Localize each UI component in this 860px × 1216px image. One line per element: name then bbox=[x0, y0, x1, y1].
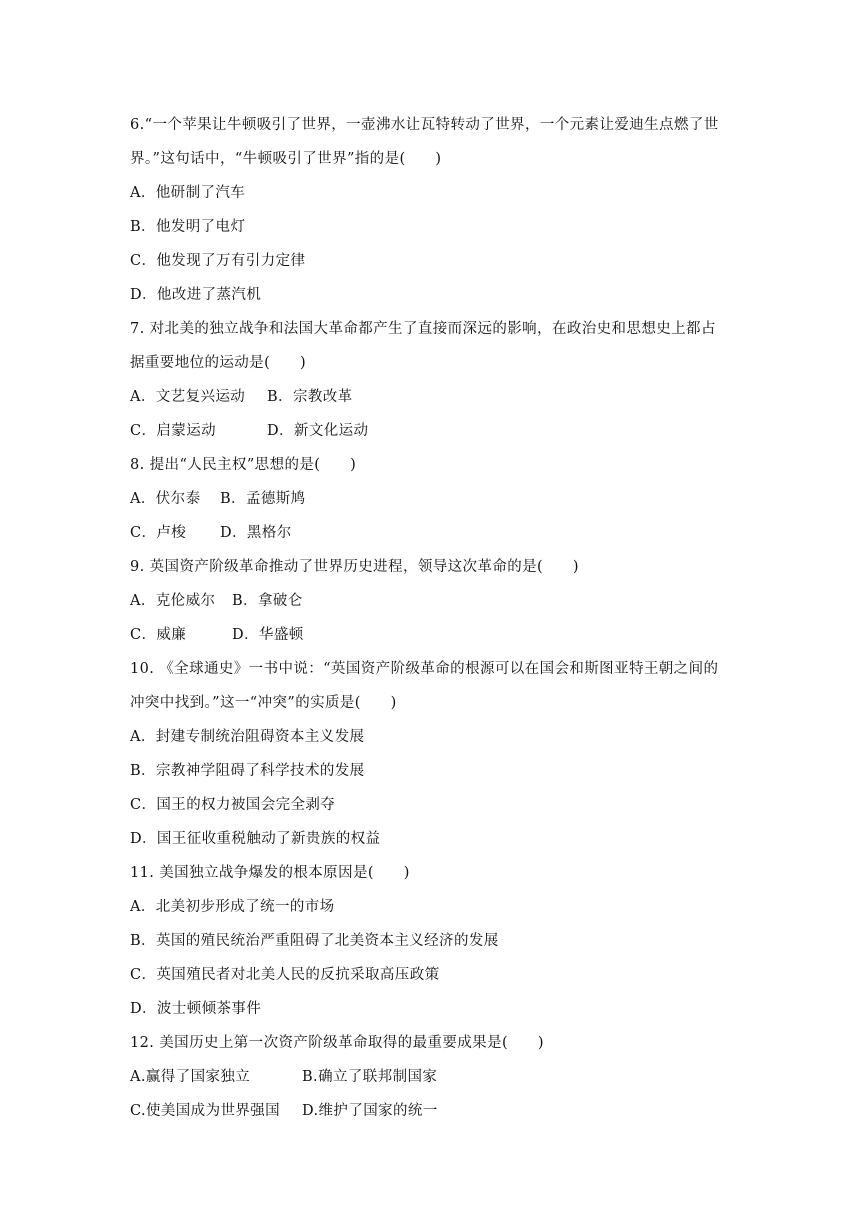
question-stem-line: 10. 《全球通史》一书中说：“英国资产阶级革命的根源可以在国会和斯图亚特王朝之间的 bbox=[130, 661, 719, 677]
option-c: C．威廉 bbox=[130, 627, 187, 643]
option-b: B．他发明了电灯 bbox=[130, 219, 246, 235]
question-stem-line: 冲突中找到。”这一“冲突”的实质是( ) bbox=[130, 695, 397, 711]
option-c: C．启蒙运动 bbox=[130, 423, 216, 439]
option-row bbox=[130, 1060, 735, 1094]
option-row bbox=[130, 380, 735, 414]
option-row bbox=[130, 584, 735, 618]
option-b: B．英国的殖民统治严重阻碍了北美资本主义经济的发展 bbox=[130, 933, 499, 949]
question-11 bbox=[130, 856, 735, 1026]
option-b: B．宗教改革 bbox=[267, 389, 353, 405]
question-6 bbox=[130, 108, 735, 312]
option-row bbox=[130, 482, 735, 516]
option-row bbox=[130, 516, 735, 550]
option-b: B．孟德斯鸠 bbox=[220, 491, 306, 507]
option-a: A．封建专制统治阻碍资本主义发展 bbox=[130, 729, 365, 745]
option-d: D．华盛顿 bbox=[232, 627, 304, 643]
question-10 bbox=[130, 652, 735, 856]
question-list bbox=[130, 108, 735, 1128]
option-a: A．文艺复兴运动 bbox=[130, 389, 246, 405]
option-b: B．宗教神学阻碍了科学技术的发展 bbox=[130, 763, 365, 779]
option-a: A．克伦威尔 bbox=[130, 593, 216, 609]
question-stem-line: 11. 美国独立战争爆发的根本原因是( ) bbox=[130, 865, 410, 881]
option-b: B．拿破仑 bbox=[232, 593, 303, 609]
option-d: D．黑格尔 bbox=[220, 525, 292, 541]
question-7 bbox=[130, 312, 735, 448]
option-c: C．国王的权力被国会完全剥夺 bbox=[130, 797, 336, 813]
option-row bbox=[130, 1094, 735, 1128]
option-row bbox=[130, 414, 735, 448]
option-a: A．他研制了汽车 bbox=[130, 185, 246, 201]
question-9 bbox=[130, 550, 735, 652]
option-c: C.使美国成为世界强国 bbox=[130, 1103, 281, 1119]
option-d: D.维护了国家的统一 bbox=[302, 1103, 438, 1119]
option-b: B.确立了联邦制国家 bbox=[302, 1069, 438, 1085]
option-c: C．卢梭 bbox=[130, 525, 187, 541]
option-c: C．他发现了万有引力定律 bbox=[130, 253, 306, 269]
question-stem-line: 6.“一个苹果让牛顿吸引了世界，一壶沸水让瓦特转动了世界，一个元素让爱迪生点燃了世 bbox=[130, 117, 719, 133]
question-stem-line: 9. 英国资产阶级革命推动了世界历史进程，领导这次革命的是( ) bbox=[130, 559, 579, 575]
option-d: D．他改进了蒸汽机 bbox=[130, 287, 262, 303]
option-a: A.赢得了国家独立 bbox=[130, 1069, 251, 1085]
question-12 bbox=[130, 1026, 735, 1128]
question-stem-line: 界。”这句话中，“牛顿吸引了世界”指的是( ) bbox=[130, 151, 442, 167]
option-d: D．新文化运动 bbox=[267, 423, 369, 439]
option-row bbox=[130, 618, 735, 652]
question-stem-line: 12. 美国历史上第一次资产阶级革命取得的最重要成果是( ) bbox=[130, 1035, 544, 1051]
question-stem-line: 8. 提出“人民主权”思想的是( ) bbox=[130, 457, 357, 473]
question-8 bbox=[130, 448, 735, 550]
question-stem-line: 据重要地位的运动是( ) bbox=[130, 355, 307, 371]
option-a: A．伏尔泰 bbox=[130, 491, 201, 507]
question-stem-line: 7. 对北美的独立战争和法国大革命都产生了直接而深远的影响，在政治史和思想史上都占 bbox=[130, 321, 716, 337]
option-d: D．波士顿倾茶事件 bbox=[130, 1001, 262, 1017]
option-d: D．国王征收重税触动了新贵族的权益 bbox=[130, 831, 381, 847]
option-a: A．北美初步形成了统一的市场 bbox=[130, 899, 335, 915]
option-c: C．英国殖民者对北美人民的反抗采取高压政策 bbox=[130, 967, 440, 983]
